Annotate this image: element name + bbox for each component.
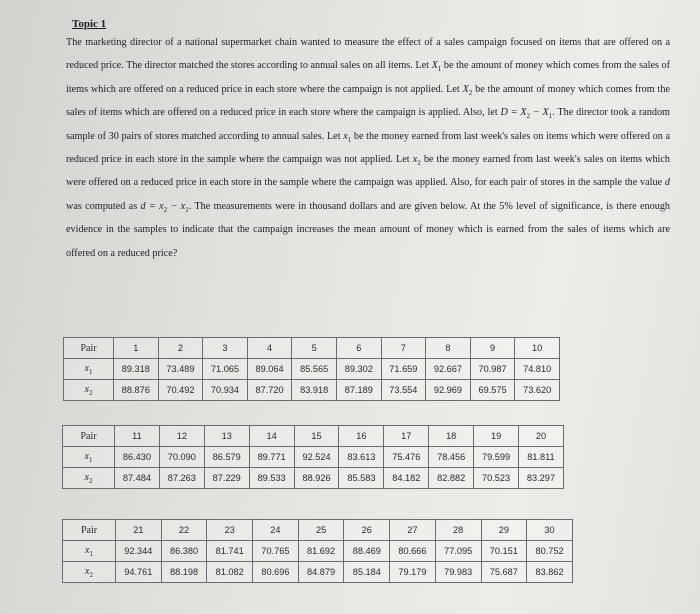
x1-value-cell: 86.380 xyxy=(161,541,207,562)
var-X: − X xyxy=(530,107,549,119)
x2-value-cell: 88.876 xyxy=(114,380,159,401)
x2-row-label xyxy=(63,562,116,583)
x1-value-cell: 89.302 xyxy=(336,359,381,380)
x2-value-cell: 85.583 xyxy=(339,468,384,489)
x2-value-cell: 83.297 xyxy=(519,468,564,489)
pair-number-cell: 5 xyxy=(292,338,337,359)
x2-value-cell: 85.184 xyxy=(344,562,390,583)
x2-value-cell: 88.198 xyxy=(161,562,207,583)
x1-value-cell: 89.318 xyxy=(114,359,159,380)
pair-number-cell: 9 xyxy=(470,338,515,359)
data-table-pairs-21-30 xyxy=(62,519,573,583)
var-d: d = x xyxy=(140,200,164,212)
pair-number-cell: 18 xyxy=(429,426,474,447)
x1-value-cell: 71.659 xyxy=(381,359,426,380)
row-label-var: x xyxy=(84,450,89,462)
question-part: The marketing director of a national supermarket chain wanted to measure the effect of a sales campaign focused on items that are offered on a reduced price. The director matched the stores according to annual sales on all items. Let xyxy=(66,37,670,72)
x1-value-cell: 86.579 xyxy=(204,447,249,468)
subscript: 1 xyxy=(437,65,442,74)
pair-number-cell: 2 xyxy=(158,338,203,359)
x2-value-cell: 73.620 xyxy=(515,380,560,401)
x1-value-cell: 71.065 xyxy=(203,359,248,380)
row-label-subscript: 1 xyxy=(88,455,93,464)
var-X: X xyxy=(431,60,438,72)
x2-value-cell: 75.687 xyxy=(481,562,527,583)
x1-value-cell: 79.599 xyxy=(474,447,519,468)
x2-value-cell: 87.263 xyxy=(159,468,204,489)
x1-row xyxy=(63,447,564,468)
x1-value-cell: 81.692 xyxy=(298,541,344,562)
pair-row xyxy=(63,426,564,447)
var-X: X xyxy=(462,83,469,95)
x2-value-cell: 89.533 xyxy=(249,468,294,489)
x1-value-cell: 92.344 xyxy=(116,541,162,562)
row-label-subscript: 2 xyxy=(89,570,93,579)
x2-row xyxy=(64,380,560,401)
question-part: . The measurements were in thousand dollars and are given below. At the 5% level of significance, is there enough evidence in the samples to indicate that the campaign increases the mean amount of money which is earned from the sales of items which are offered on a reduced price? xyxy=(66,200,671,259)
row-label-var: x xyxy=(84,471,89,483)
x1-value-cell: 70.090 xyxy=(159,447,204,468)
x1-row-label xyxy=(64,359,114,380)
subscript: 2 xyxy=(163,205,168,214)
data-table-pairs-11-20 xyxy=(62,425,564,489)
x1-row-label xyxy=(63,541,116,562)
question-part: be the money earned from last week's sales on items which were offered on a reduced price in each store in the sample where the campaign was applied. Also, for each pair of stores in the sample the value xyxy=(66,154,670,189)
x1-value-cell: 89.771 xyxy=(249,447,294,468)
x1-value-cell: 77.095 xyxy=(435,541,481,562)
x1-value-cell: 78.456 xyxy=(429,447,474,468)
x2-value-cell: 70.934 xyxy=(203,380,248,401)
x1-value-cell: 70.765 xyxy=(253,541,299,562)
x1-row-label xyxy=(63,447,115,468)
pair-number-cell: 8 xyxy=(426,338,471,359)
x2-value-cell: 87.229 xyxy=(204,468,249,489)
x1-value-cell: 74.810 xyxy=(515,359,560,380)
pair-number-cell: 13 xyxy=(204,426,249,447)
pair-row-label: Pair xyxy=(64,338,114,359)
var-x: x xyxy=(343,130,348,142)
pair-number-cell: 10 xyxy=(515,338,560,359)
subscript: 2 xyxy=(468,88,473,97)
pair-number-cell: 23 xyxy=(207,520,253,541)
x2-value-cell: 81.082 xyxy=(207,562,253,583)
subscript: 2 xyxy=(526,112,531,121)
pair-number-cell: 27 xyxy=(390,520,436,541)
x2-row-label xyxy=(64,380,114,401)
row-label-subscript: 1 xyxy=(89,549,93,558)
var-D: D = X xyxy=(500,107,527,119)
pair-number-cell: 26 xyxy=(344,520,390,541)
x2-value-cell: 80.696 xyxy=(253,562,299,583)
x2-value-cell: 87.484 xyxy=(115,468,160,489)
topic-heading: Topic 1 xyxy=(72,18,107,30)
pair-number-cell: 20 xyxy=(519,426,564,447)
x2-value-cell: 70.492 xyxy=(158,380,203,401)
row-label-var: x xyxy=(85,565,90,577)
question-part: was computed as xyxy=(66,200,141,212)
pair-number-cell: 6 xyxy=(336,338,381,359)
x2-value-cell: 88.926 xyxy=(294,468,339,489)
data-table-pairs-1-10 xyxy=(63,337,560,401)
x2-value-cell: 87.720 xyxy=(247,380,292,401)
x1-row xyxy=(64,359,560,380)
var-d: d xyxy=(664,177,670,189)
subscript: 1 xyxy=(548,112,553,121)
pair-number-cell: 30 xyxy=(527,520,573,541)
pair-number-cell: 16 xyxy=(339,426,384,447)
row-label-var: x xyxy=(84,362,89,374)
pair-number-cell: 19 xyxy=(474,426,519,447)
pair-number-cell: 1 xyxy=(114,338,159,359)
x2-row-label xyxy=(63,468,115,489)
question-part: . The director took a random sample of 30 pairs of stores matched according to annual sales. Let xyxy=(66,107,670,142)
x2-value-cell: 79.983 xyxy=(435,562,481,583)
x1-value-cell: 88.469 xyxy=(344,541,390,562)
pair-number-cell: 25 xyxy=(298,520,344,541)
pair-row xyxy=(64,338,560,359)
pair-number-cell: 29 xyxy=(481,520,527,541)
x1-value-cell: 75.476 xyxy=(384,447,429,468)
pair-row-label: Pair xyxy=(63,426,115,447)
row-label-var: x xyxy=(84,383,89,395)
x1-value-cell: 92.524 xyxy=(294,447,339,468)
x2-value-cell: 94.761 xyxy=(116,562,162,583)
x2-value-cell: 92.969 xyxy=(426,380,471,401)
x2-value-cell: 83.918 xyxy=(292,380,337,401)
x2-value-cell: 73.554 xyxy=(381,380,426,401)
subscript: 1 xyxy=(185,205,189,214)
row-label-var: x xyxy=(85,544,90,556)
x2-value-cell: 83.862 xyxy=(527,562,573,583)
pair-number-cell: 12 xyxy=(159,426,204,447)
x1-value-cell: 81.811 xyxy=(519,447,564,468)
pair-number-cell: 3 xyxy=(203,338,248,359)
pair-number-cell: 17 xyxy=(384,426,429,447)
question-text xyxy=(66,31,670,265)
row-label-subscript: 2 xyxy=(88,388,93,397)
pair-number-cell: 28 xyxy=(435,520,481,541)
pair-number-cell: 21 xyxy=(116,520,162,541)
pair-number-cell: 15 xyxy=(294,426,339,447)
x2-value-cell: 84.182 xyxy=(384,468,429,489)
subscript: 1 xyxy=(347,135,352,144)
x2-value-cell: 87.189 xyxy=(336,380,381,401)
question-part: be the money earned from last week's sales on items which were offered on a reduced price in each store in the sample where the campaign was not applied. Let xyxy=(66,130,670,166)
x1-value-cell: 85.565 xyxy=(292,359,337,380)
pair-row-label: Pair xyxy=(63,520,116,541)
x1-value-cell: 86.430 xyxy=(115,447,160,468)
x2-value-cell: 79.179 xyxy=(390,562,436,583)
question-part: be the amount of money which comes from the sales of items which are offered on a reduced price in each store where the campaign is not applied. Let xyxy=(66,60,671,95)
x1-value-cell: 80.666 xyxy=(390,541,436,562)
x1-value-cell: 92.667 xyxy=(426,359,471,380)
var-x: − x xyxy=(167,200,186,212)
pair-number-cell: 4 xyxy=(247,338,292,359)
subscript: 2 xyxy=(417,159,421,168)
pair-number-cell: 24 xyxy=(253,520,299,541)
pair-number-cell: 14 xyxy=(249,426,294,447)
x2-value-cell: 84.879 xyxy=(298,562,344,583)
question-part: be the amount of money which comes from the sales of items which are offered on a reduced price in each store where the campaign is applied. Also, let xyxy=(66,83,670,119)
row-label-subscript: 1 xyxy=(88,367,93,376)
x2-value-cell: 70.523 xyxy=(474,468,519,489)
x2-value-cell: 69.575 xyxy=(470,380,515,401)
x1-value-cell: 80.752 xyxy=(527,541,573,562)
x2-row xyxy=(63,562,573,583)
x1-value-cell: 70.151 xyxy=(481,541,527,562)
pair-number-cell: 11 xyxy=(115,426,160,447)
x2-row xyxy=(63,468,564,489)
row-label-subscript: 2 xyxy=(88,476,93,485)
x1-value-cell: 73.489 xyxy=(158,359,203,380)
var-x: x xyxy=(412,154,418,166)
x1-value-cell: 70.987 xyxy=(470,359,515,380)
pair-number-cell: 7 xyxy=(381,338,426,359)
x1-row xyxy=(63,541,573,562)
x2-value-cell: 82.882 xyxy=(429,468,474,489)
pair-number-cell: 22 xyxy=(161,520,207,541)
x1-value-cell: 81.741 xyxy=(207,541,253,562)
x1-value-cell: 83.613 xyxy=(339,447,384,468)
x1-value-cell: 89.064 xyxy=(247,359,292,380)
pair-row xyxy=(63,520,573,541)
